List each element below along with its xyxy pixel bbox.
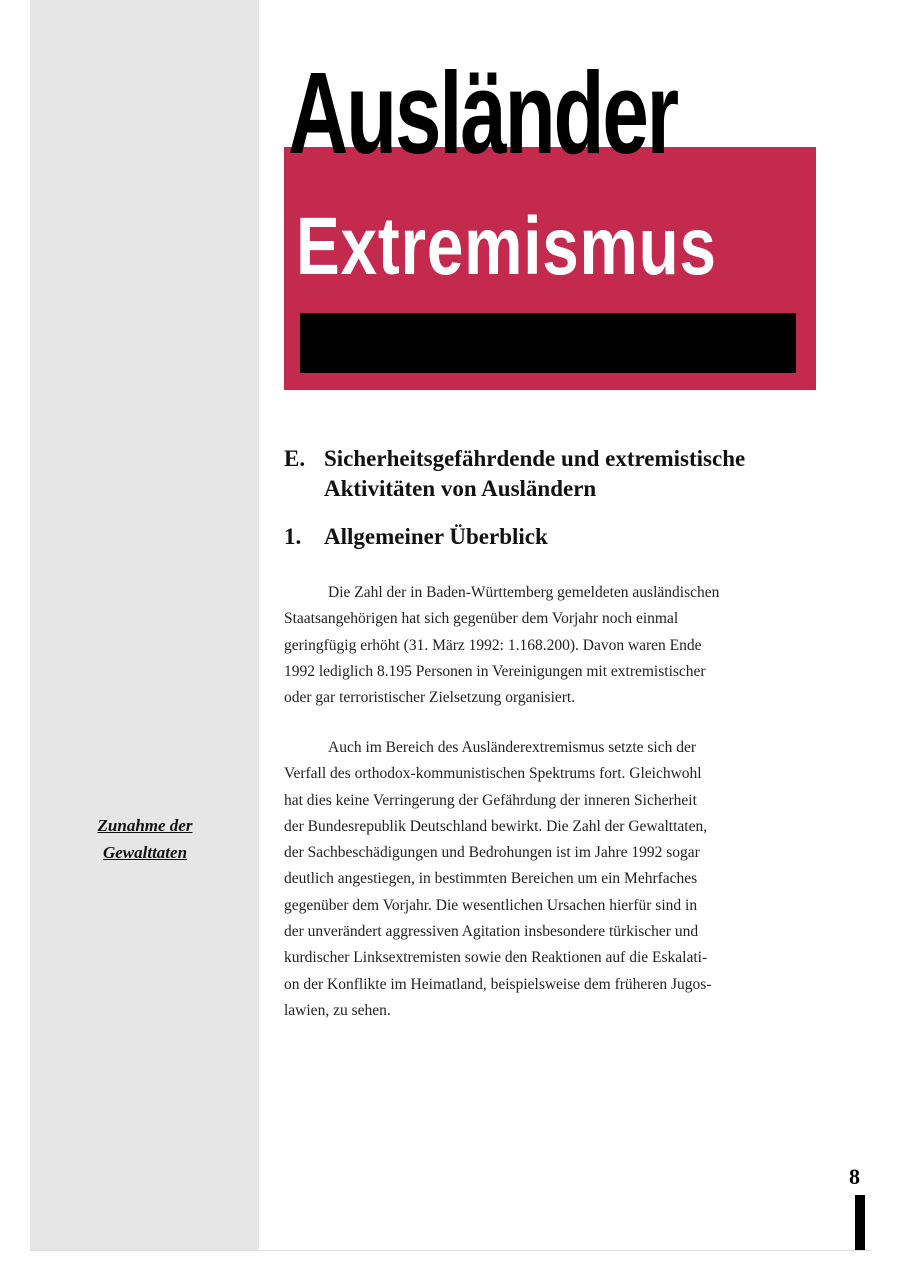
section-title-line-2: Aktivitäten von Ausländern: [324, 476, 597, 501]
page-bottom-edge: [30, 1250, 870, 1251]
paragraph-line: der Bundesrepublik Deutschland bewirkt. Die Zahl der Gewalttaten,: [284, 817, 708, 835]
margin-note-line-1: Zunahme der: [97, 816, 193, 835]
paragraph-line: gegenüber dem Vorjahr. Die wesentlichen Ursachen hierfür sind in: [284, 896, 698, 914]
paragraph-line: lawien, zu sehen.: [284, 1001, 391, 1019]
paragraph-line: Auch im Bereich des Ausländerextremismus setzte sich der: [328, 739, 697, 756]
paragraph-line: Die Zahl der in Baden-Württemberg gemeldeten ausländischen: [328, 584, 720, 601]
paragraph-line: Staatsangehörigen hat sich gegenüber dem Vorjahr noch einmal: [284, 610, 679, 628]
section-title-line-1: Sicherheitsgefährdende und extremistische: [324, 446, 746, 471]
paragraph-line: hat dies keine Verringerung der Gefährdung der inneren Sicherheit: [284, 791, 697, 809]
page-number: 8: [849, 1164, 860, 1189]
chapter-title-line-2: Extremismus: [296, 201, 717, 292]
margin-note-line-2: Gewalttaten: [102, 843, 188, 862]
chapter-title-block: [284, 48, 816, 390]
subsection-title: Allgemeiner Überblick: [324, 524, 548, 549]
left-margin-band: [30, 0, 259, 1250]
section-number: E.: [284, 446, 306, 471]
paragraph-line: oder gar terroristischer Zielsetzung organisiert.: [284, 689, 576, 707]
paragraph-line: geringfügig erhöht (31. März 1992: 1.168.200). Davon waren Ende: [284, 636, 702, 654]
paragraph-line: Verfall des orthodox-kommunistischen Spektrums fort. Gleichwohl: [284, 765, 702, 783]
paragraph-line: kurdischer Linksextremisten sowie den Reaktionen auf die Eskalati-: [284, 949, 708, 967]
margin-note: [36, 812, 254, 866]
subsection-number: 1.: [284, 524, 302, 549]
title-black-bar: [300, 313, 796, 373]
paragraph-line: on der Konflikte im Heimatland, beispielsweise dem früheren Jugos-: [284, 975, 712, 993]
page-edge-marker: [855, 1195, 865, 1251]
paragraph-line: der unverändert aggressiven Agitation insbesondere türkischer und: [284, 923, 699, 941]
subsection-heading: [284, 522, 824, 552]
paragraph-1: [284, 580, 818, 711]
chapter-title-line-1: Ausländer: [288, 48, 677, 178]
paragraph-line: der Sachbeschädigungen und Bedrohungen ist im Jahre 1992 sogar: [284, 844, 700, 862]
paragraph-line: 1992 lediglich 8.195 Personen in Vereinigungen mit extremistischer: [284, 662, 706, 680]
section-heading: [284, 444, 824, 501]
paragraph-2: [284, 735, 818, 1024]
paragraph-line: deutlich angestiegen, in bestimmten Bereichen um ein Mehrfaches: [284, 870, 698, 888]
